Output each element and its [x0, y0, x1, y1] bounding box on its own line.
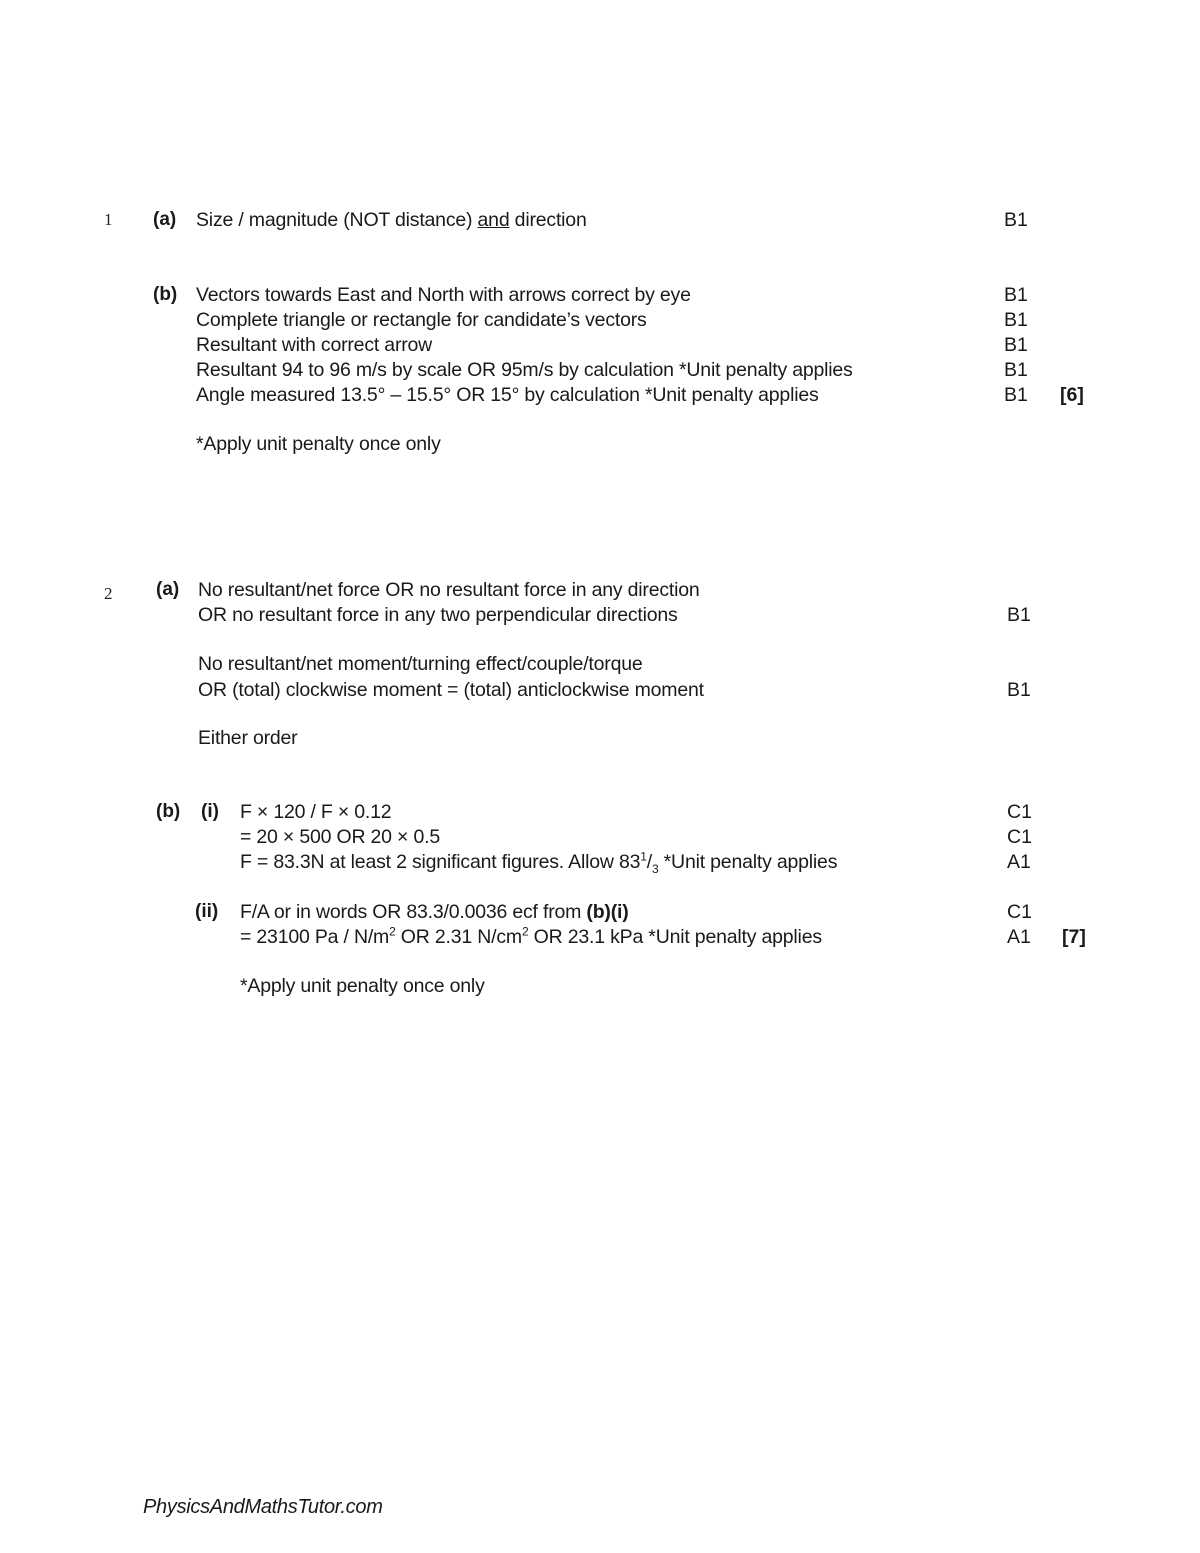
q1a-text-underlined: and [477, 209, 510, 231]
q2a-mark-1: B1 [1007, 604, 1031, 626]
q2b-label: (b) [156, 801, 181, 822]
q2a-line-3: No resultant/net moment/turning effect/couple/torque [198, 653, 643, 675]
q1b-label: (b) [153, 284, 178, 305]
q1b-line-2: Complete triangle or rectangle for candidate’s vectors [196, 309, 647, 331]
q2a-either-order-note: Either order [198, 727, 298, 749]
q1a-text-before: Size / magnitude (NOT distance) [196, 209, 478, 231]
q1a-label: (a) [153, 209, 177, 230]
squared-superscript-2: 2 [521, 924, 529, 939]
squared-superscript-1: 2 [389, 924, 396, 939]
q1-total-marks: [6] [1060, 384, 1084, 406]
q2bii-line-2-c: OR 23.1 kPa *Unit penalty applies [528, 926, 822, 948]
q2bii-label: (ii) [195, 901, 219, 922]
q1b-line-1: Vectors towards East and North with arrows correct by eye [196, 284, 691, 306]
question-number-1: 1 [104, 210, 113, 229]
q2bii-line-1 [240, 901, 629, 924]
q1b-mark-4: B1 [1004, 359, 1028, 381]
fraction-numerator: 1 [640, 849, 647, 864]
q2bi-mark-2: C1 [1007, 826, 1032, 848]
q1b-mark-3: B1 [1004, 334, 1028, 356]
q2bi-line-3-after: *Unit penalty applies [658, 851, 838, 873]
q2bii-line-2-b: OR 2.31 N/cm [395, 926, 522, 948]
q2bi-label: (i) [201, 801, 219, 822]
q2bii-line-1-ref: (b)(i) [586, 901, 629, 923]
q1b-mark-1: B1 [1004, 284, 1028, 306]
q2bii-line-1-text: F/A or in words OR 83.3/0.0036 ecf from [240, 901, 587, 923]
q2bi-mark-3: A1 [1007, 851, 1031, 873]
q1b-mark-5: B1 [1004, 384, 1028, 406]
q2a-line-1: No resultant/net force OR no resultant force in any direction [198, 579, 700, 601]
q2bi-line-2: = 20 × 500 OR 20 × 0.5 [240, 826, 440, 848]
q1b-line-3: Resultant with correct arrow [196, 334, 433, 356]
q2bii-line-2 [240, 926, 822, 949]
q2bii-line-2-a: = 23100 Pa / N/m [240, 926, 390, 948]
q1-unit-penalty-note: *Apply unit penalty once only [196, 433, 441, 455]
q2-unit-penalty-note: *Apply unit penalty once only [240, 975, 485, 997]
fraction-denominator: 3 [651, 861, 659, 876]
q1b-line-5: Angle measured 13.5° – 15.5° OR 15° by calculation *Unit penalty applies [196, 384, 819, 406]
q2bii-mark-1: C1 [1007, 901, 1032, 923]
q1b-line-4: Resultant 94 to 96 m/s by scale OR 95m/s by calculation *Unit penalty applies [196, 359, 853, 381]
q2a-line-4: OR (total) clockwise moment = (total) anticlockwise moment [198, 679, 704, 701]
q2bii-mark-2: A1 [1007, 926, 1031, 948]
question-number-2: 2 [104, 584, 113, 603]
q2-total-marks: [7] [1062, 926, 1086, 948]
q2bi-line-3 [240, 851, 837, 874]
q2bi-mark-1: C1 [1007, 801, 1032, 823]
q2bi-line-3-text: F = 83.3N at least 2 significant figures. Allow 83 [240, 851, 641, 873]
q1a-text [196, 209, 587, 232]
q2bi-line-1: F × 120 / F × 0.12 [240, 801, 392, 823]
footer-site-name: PhysicsAndMathsTutor.com [143, 1496, 383, 1518]
q2a-line-2: OR no resultant force in any two perpendicular directions [198, 604, 678, 626]
q1a-text-after: direction [509, 209, 587, 231]
q1b-mark-2: B1 [1004, 309, 1028, 331]
q2a-label: (a) [156, 579, 180, 600]
fraction-slash: / [646, 851, 652, 873]
q1a-mark: B1 [1004, 209, 1028, 231]
q2a-mark-2: B1 [1007, 679, 1031, 701]
